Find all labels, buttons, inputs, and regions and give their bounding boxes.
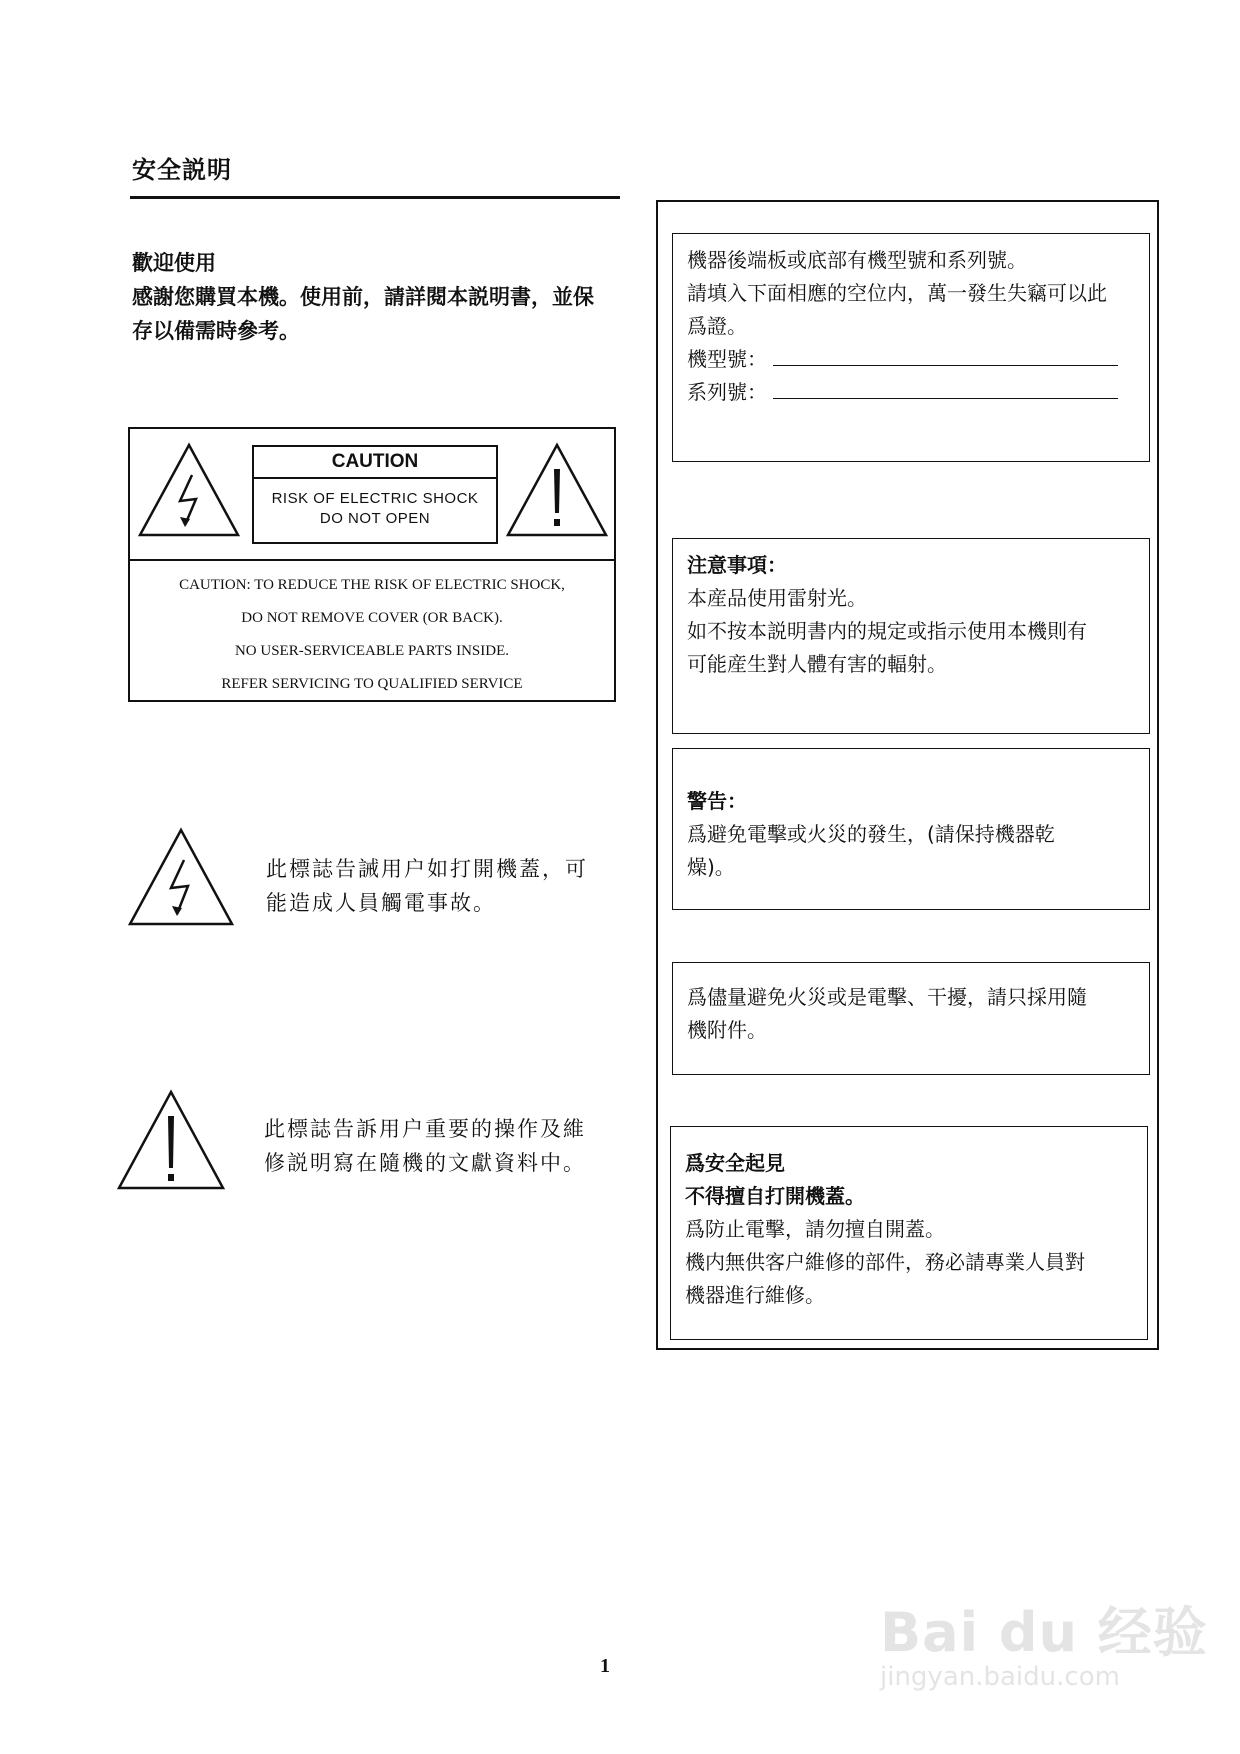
safety-line-3: 爲防止電擊，請勿擅自開蓋。 xyxy=(685,1217,945,1241)
watermark-logo-text: Bai du 经验 xyxy=(880,1601,1208,1664)
intro-section xyxy=(132,246,627,348)
safety-line-2: 不得擅自打開機蓋。 xyxy=(685,1184,865,1208)
model-box-line-1: 機器後端板或底部有機型號和系列號。 xyxy=(687,248,1027,272)
lightning-symbol-text xyxy=(266,852,588,920)
accessory-line-2: 機附件。 xyxy=(687,1018,767,1042)
serial-number-label: 系列號： xyxy=(687,380,767,404)
model-number-label: 機型號： xyxy=(687,347,767,371)
watermark-url: jingyan.baidu.com xyxy=(880,1662,1120,1692)
intro-welcome: 歡迎使用 xyxy=(132,251,216,275)
model-box-line-3: 爲證。 xyxy=(687,314,747,338)
caution-heading: CAUTION xyxy=(254,447,496,479)
lightning-warning-icon xyxy=(136,441,242,541)
caution-do-not-open-line: DO NOT OPEN xyxy=(319,510,431,527)
model-number-row xyxy=(687,343,1149,376)
caution-divider xyxy=(130,559,614,561)
exclamation-symbol-line-2: 修説明寫在隨機的文獻資料中。 xyxy=(264,1151,586,1175)
warning-line-1: 爲避免電擊或火災的發生，(請保持機器乾 xyxy=(687,822,1055,846)
safety-line-5: 機器進行維修。 xyxy=(685,1283,825,1307)
caution-subtext xyxy=(254,489,496,529)
notice-heading: 注意事項： xyxy=(687,553,787,577)
model-serial-box xyxy=(672,233,1150,462)
lightning-symbol-icon xyxy=(126,826,236,928)
lightning-symbol-line-2: 能造成人員觸電事故。 xyxy=(266,891,496,915)
warning-heading: 警告： xyxy=(687,789,747,813)
model-number-blank xyxy=(773,343,1118,366)
lightning-symbol-line-1: 此標誌告誡用户如打開機蓋，可 xyxy=(266,857,588,881)
exclamation-warning-icon xyxy=(504,441,610,541)
page-title: 安全説明 xyxy=(132,156,232,184)
warning-line-2: 燥)。 xyxy=(687,855,735,879)
caution-label xyxy=(252,445,498,544)
notice-line-2: 如不按本説明書内的規定或指示使用本機則有 xyxy=(687,619,1087,643)
notice-line-3: 可能産生對人體有害的輻射。 xyxy=(687,652,947,676)
caution-risk-line: RISK OF ELECTRIC SHOCK xyxy=(271,490,479,507)
safety-box xyxy=(670,1126,1148,1340)
caution-statement-line: REFER SERVICING TO QUALIFIED SERVICE xyxy=(221,676,523,692)
serial-number-blank xyxy=(773,376,1118,399)
notice-line-1: 本産品使用雷射光。 xyxy=(687,586,867,610)
warning-box xyxy=(672,748,1150,910)
accessory-line-1: 爲儘量避免火災或是電擊、干擾，請只採用隨 xyxy=(687,985,1087,1009)
caution-statement-line: DO NOT REMOVE COVER (OR BACK). xyxy=(241,610,503,626)
safety-line-1: 爲安全起見 xyxy=(685,1151,785,1175)
caution-statement-line: NO USER-SERVICEABLE PARTS INSIDE. xyxy=(234,643,510,659)
safety-line-4: 機内無供客户維修的部件，務必請專業人員對 xyxy=(685,1250,1085,1274)
exclamation-symbol-line-1: 此標誌告訴用户重要的操作及維 xyxy=(264,1117,586,1141)
exclamation-symbol-text xyxy=(264,1112,586,1180)
serial-number-row xyxy=(687,376,1149,409)
exclamation-symbol-icon xyxy=(115,1088,227,1192)
baidu-watermark xyxy=(880,1590,1210,1700)
title-rule xyxy=(130,196,620,199)
caution-statement-line: CAUTION: TO REDUCE THE RISK OF ELECTRIC SHOCK, xyxy=(179,577,565,593)
page-number: 1 xyxy=(600,1655,610,1677)
caution-panel xyxy=(128,427,616,702)
accessory-box xyxy=(672,962,1150,1075)
caution-statement xyxy=(130,569,614,701)
intro-line-2: 存以備需時參考。 xyxy=(132,319,300,343)
model-box-line-2: 請填入下面相應的空位内，萬一發生失竊可以此 xyxy=(687,281,1107,305)
intro-line-1: 感謝您購買本機。使用前，請詳閱本説明書，並保 xyxy=(132,285,594,309)
notice-box xyxy=(672,538,1150,734)
